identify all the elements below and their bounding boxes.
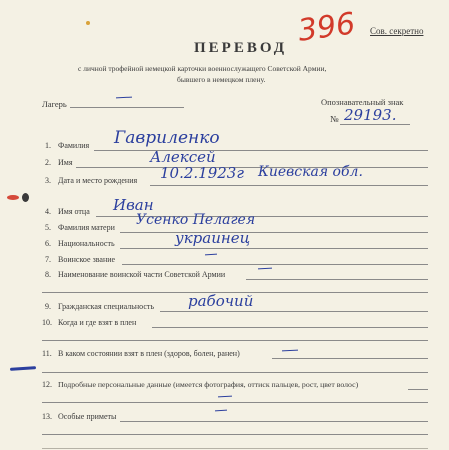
mother-surname-value: Усенко Пелагея	[136, 212, 256, 228]
margin-red-mark	[7, 195, 19, 200]
archive-number: 396	[295, 6, 358, 49]
cut-off-line	[42, 448, 428, 449]
birth-label: Дата и место рождения	[58, 176, 138, 185]
margin-ink-mark	[22, 193, 29, 202]
military-unit-label: Наименование воинской части Советской Армии	[58, 270, 226, 279]
field-number: 8.	[45, 270, 51, 279]
id-number-prefix: №	[330, 114, 339, 124]
first-name-value: Алексей	[150, 148, 216, 166]
capture-condition-dash	[282, 350, 298, 352]
blank-line	[42, 372, 428, 373]
margin-blue-mark	[10, 366, 36, 371]
capture-place-line	[152, 327, 428, 328]
capture-condition-line	[272, 358, 428, 359]
birth-date-value: 10.2.1923г	[160, 164, 244, 182]
field-number: 9.	[45, 302, 51, 311]
field-number: 11.	[42, 349, 52, 358]
classification-label: Сов. секретно	[370, 26, 424, 36]
military-rank-label: Воинское звание	[58, 255, 116, 264]
special-marks-line	[120, 421, 428, 422]
camp-dash	[116, 97, 132, 99]
nationality-label: Национальность	[58, 239, 115, 248]
military-rank-line	[122, 264, 428, 265]
field-number: 6.	[45, 239, 51, 248]
document-subtitle-line1: с личной трофейной немецкой карточки военнослужащего Советской Армии,	[78, 64, 327, 73]
first-name-label: Имя	[58, 158, 73, 167]
personal-data-line	[408, 389, 428, 390]
camp-label: Лагерь	[42, 99, 67, 109]
birth-line	[150, 185, 428, 186]
father-name-value: Иван	[113, 196, 154, 214]
id-number-label: Опознавательный знак	[321, 97, 404, 107]
surname-value: Гавриленко	[114, 128, 220, 148]
civil-profession-label: Гражданская специальность	[58, 302, 155, 311]
nationality-line	[120, 248, 428, 249]
personal-data-dash	[218, 396, 232, 398]
capture-place-label: Когда и где взят в плен	[58, 318, 137, 327]
field-number: 5.	[45, 223, 51, 232]
blank-line	[42, 434, 428, 435]
birth-place-value: Киевская обл.	[258, 164, 363, 180]
civil-profession-line	[160, 311, 428, 312]
field-number: 13.	[42, 412, 52, 421]
military-unit-dash	[258, 268, 272, 270]
camp-line	[70, 107, 184, 108]
special-marks-label: Особые приметы	[58, 412, 117, 421]
father-name-label: Имя отца	[58, 207, 90, 216]
military-rank-dash	[205, 254, 217, 256]
military-unit-line	[246, 279, 428, 280]
page-title: ПЕРЕВОД	[194, 40, 288, 56]
document-subtitle-line2: бывшего в немецком плену.	[177, 75, 266, 84]
mother-surname-label: Фамилия матери	[58, 223, 115, 232]
surname-label: Фамилия	[58, 141, 90, 150]
field-number: 3.	[45, 176, 51, 185]
blank-line	[42, 340, 428, 341]
field-number: 10.	[42, 318, 52, 327]
first-name-line	[76, 167, 428, 168]
field-number: 12.	[42, 380, 52, 389]
personal-data-label: Подробные персональные данные (имеется фотография, оттиск пальцев, рост, цвет волос)	[58, 380, 359, 389]
mother-surname-line	[120, 232, 428, 233]
id-number-line	[340, 124, 410, 125]
field-number: 2.	[45, 158, 51, 167]
paper-spot	[86, 21, 90, 25]
special-marks-dash	[215, 410, 227, 412]
surname-line	[94, 150, 428, 151]
civil-profession-value: рабочий	[188, 292, 254, 310]
field-number: 1.	[45, 141, 51, 150]
field-number: 7.	[45, 255, 51, 264]
id-number-value: 29193.	[344, 106, 397, 124]
capture-condition-label: В каком состоянии взят в плен (здоров, болен, ранен)	[58, 349, 240, 358]
nationality-value: украинец	[175, 229, 251, 247]
field-number: 4.	[45, 207, 51, 216]
blank-line	[42, 402, 428, 403]
